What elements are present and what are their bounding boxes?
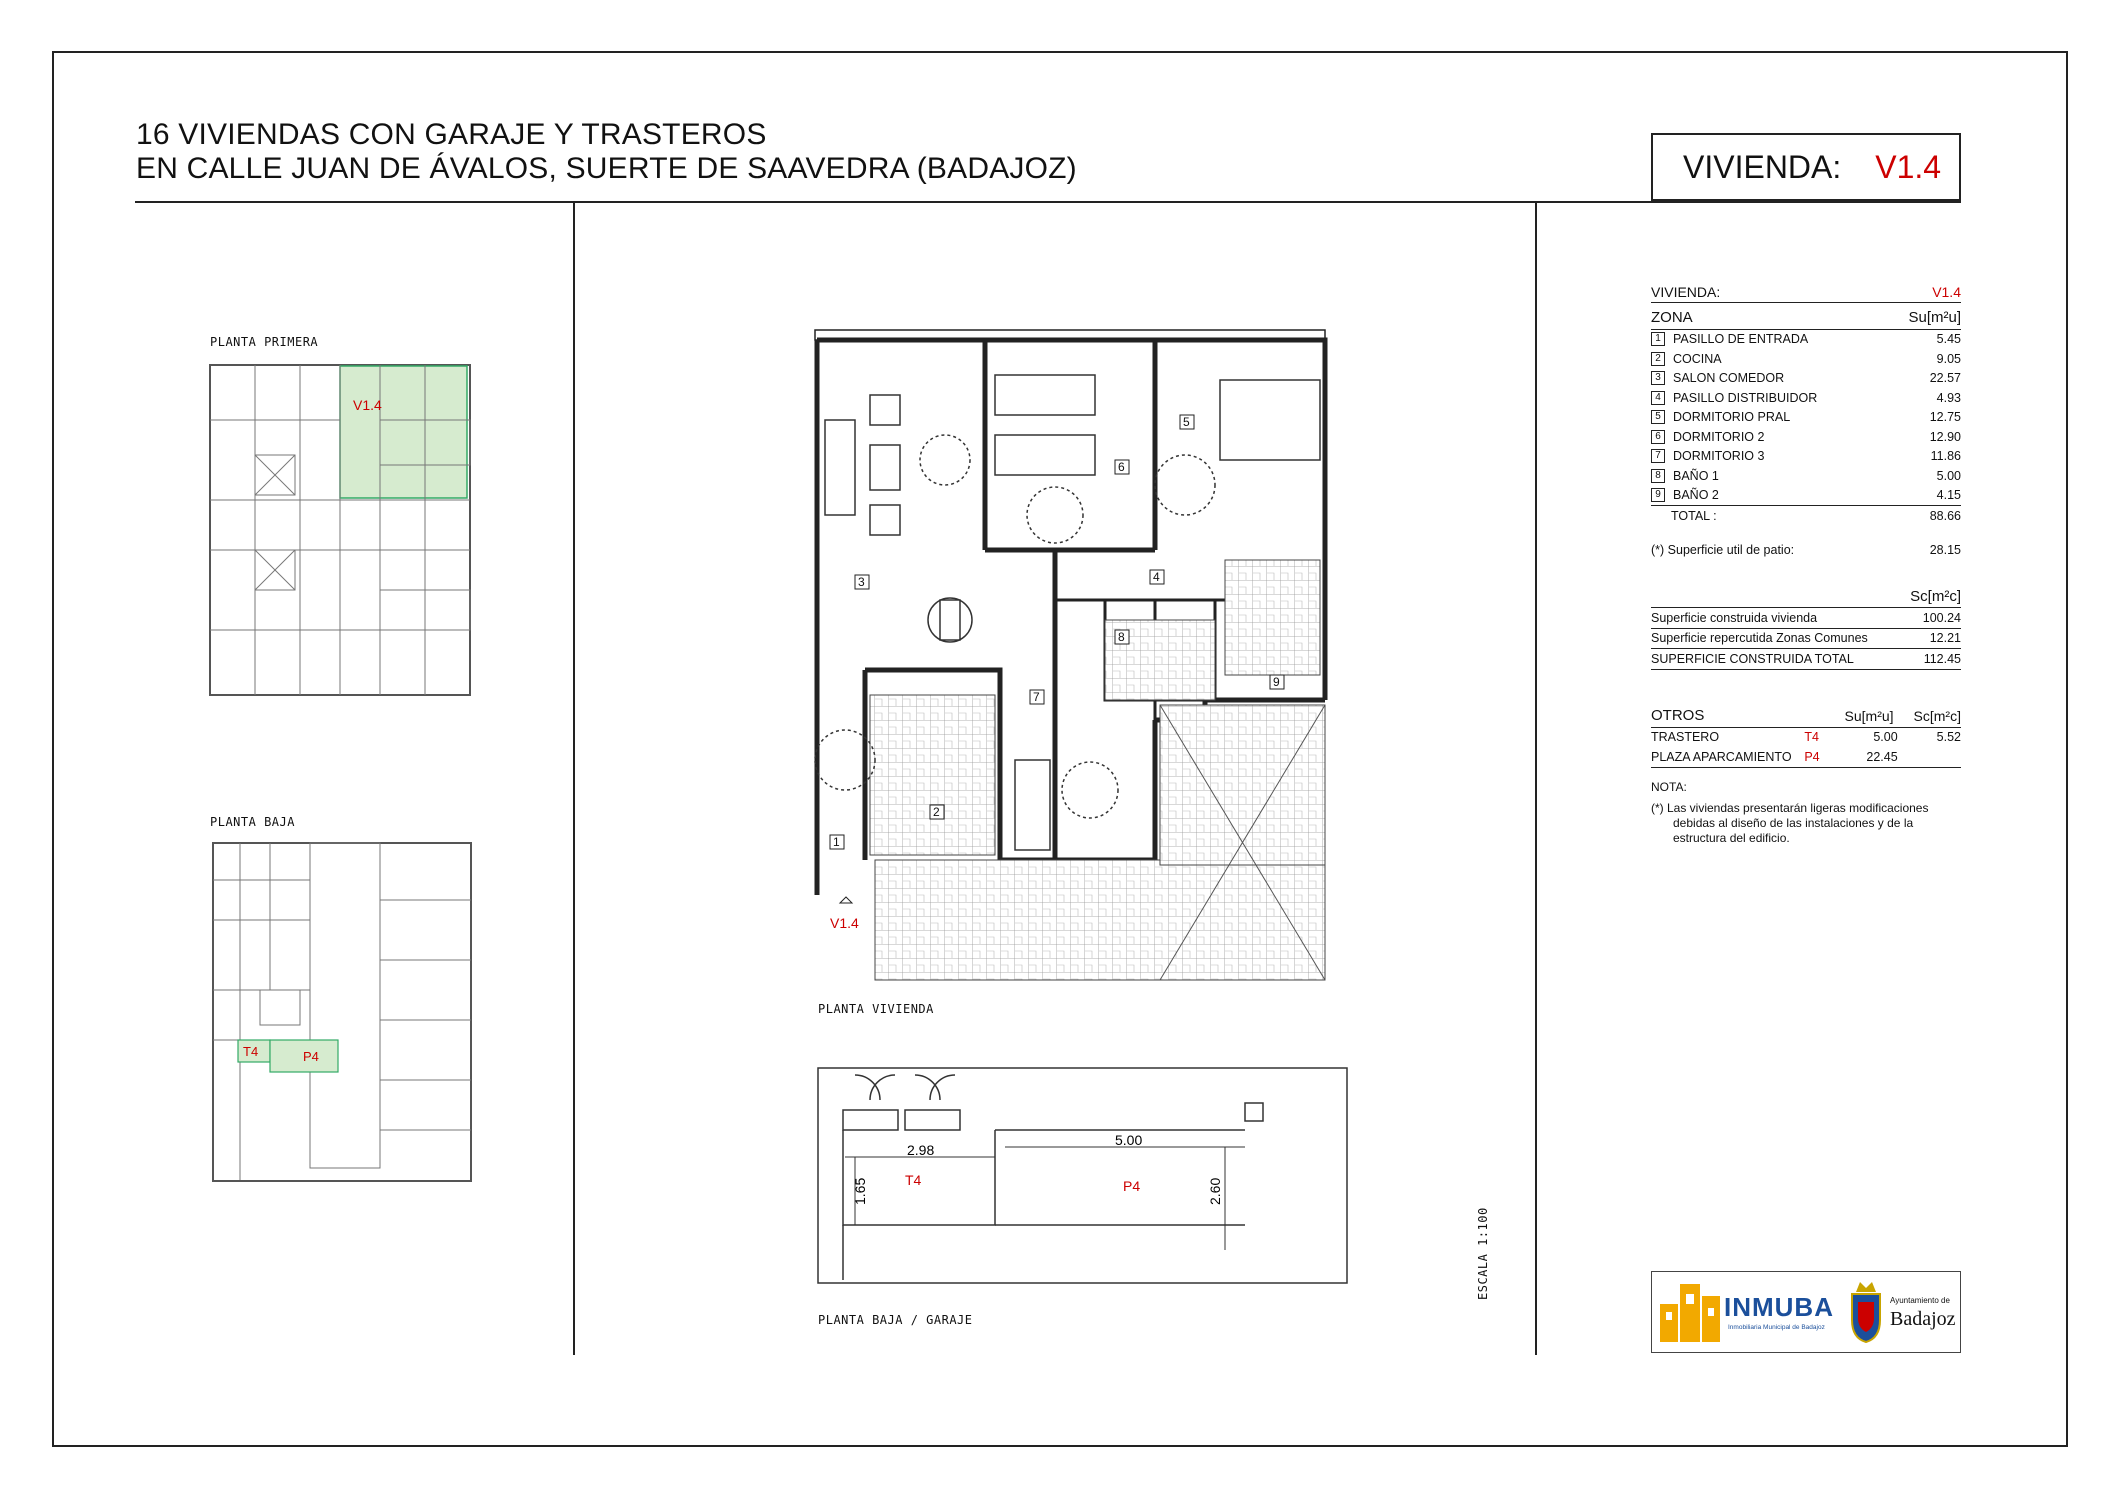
su-label: Su[m²u] [1908, 309, 1961, 326]
table-vivienda-row [1651, 282, 1961, 303]
table-row [1651, 388, 1961, 408]
room-area: 4.93 [1936, 390, 1961, 405]
table-row [1651, 330, 1961, 350]
otros-sc: 5.52 [1936, 730, 1961, 745]
room-name: DORMITORIO PRAL [1673, 410, 1791, 425]
room-number-3: 3 [858, 575, 865, 589]
table-row [1651, 608, 1961, 629]
room-number-4: 4 [1153, 570, 1160, 584]
table-row [1651, 728, 1961, 748]
nota-block [1651, 780, 1961, 846]
ayto-small: Ayuntamiento de [1890, 1296, 1950, 1305]
otros-code: T4 [1804, 730, 1819, 745]
room-number-6: 6 [1118, 460, 1125, 474]
nota-label: NOTA: [1651, 779, 1687, 794]
vivienda-code-box [1651, 133, 1961, 201]
project-title-line1: 16 VIVIENDAS CON GARAJE Y TRASTEROS [136, 118, 767, 151]
construida-value: 100.24 [1922, 610, 1961, 625]
otros-label: OTROS [1651, 707, 1705, 724]
nota-text2: debidas al diseño de las instalaciones y de la [1673, 815, 1914, 830]
construida-value: 112.45 [1923, 651, 1961, 666]
total-label: TOTAL : [1671, 508, 1717, 523]
sc-header [1651, 585, 1961, 608]
table-row [1651, 427, 1961, 447]
room-number-1: 1 [833, 835, 840, 849]
table-vivienda-code: V1.4 [1932, 283, 1961, 300]
room-number-8: 8 [1118, 630, 1125, 644]
room-number-7: 7 [1033, 690, 1040, 704]
nota-text1: (*) Las viviendas presentarán ligeras modificaciones [1651, 800, 1929, 815]
room-number: 1 [1651, 332, 1665, 346]
room-number-9: 9 [1273, 675, 1280, 689]
room-name: SALON COMEDOR [1673, 371, 1785, 386]
room-name: PASILLO DISTRIBUIDOR [1673, 390, 1818, 405]
header-rule [135, 201, 1961, 203]
otros-header [1651, 705, 1961, 728]
otros-su: 5.00 [1873, 730, 1898, 745]
room-area: 12.75 [1929, 410, 1961, 425]
badajoz-shield-icon [1848, 1280, 1884, 1344]
room-area: 22.57 [1929, 371, 1961, 386]
dim-2-98: 2.98 [907, 1142, 935, 1158]
v14-highlight [340, 366, 467, 498]
total-row [1651, 506, 1961, 526]
room-name: COCINA [1673, 351, 1722, 366]
room-area: 12.90 [1929, 429, 1961, 444]
room-number: 8 [1651, 469, 1665, 483]
room-area: 4.15 [1936, 488, 1961, 503]
label-planta-primera: PLANTA PRIMERA [210, 335, 319, 349]
room-name: BAÑO 1 [1673, 468, 1719, 483]
entry-tag-v14: V1.4 [830, 915, 859, 931]
otros-name: PLAZA APARCAMIENTO [1651, 749, 1792, 764]
dim-5-00: 5.00 [1115, 1132, 1143, 1148]
label-escala: ESCALA 1:100 [1476, 1207, 1490, 1300]
inmuba-name: INMUBA [1724, 1292, 1834, 1322]
inmuba-logo-icon [1660, 1284, 1720, 1342]
table-row [1651, 408, 1961, 428]
floor-plan-vivienda [805, 300, 1335, 990]
ayto-big: Badajoz [1890, 1308, 1956, 1330]
construida-value: 12.21 [1929, 631, 1961, 646]
keyplan-planta-baja [210, 840, 475, 1185]
room-number: 2 [1651, 352, 1665, 366]
otros-su: 22.45 [1866, 749, 1898, 764]
room-name: BAÑO 2 [1673, 488, 1719, 503]
inmuba-subtitle: Inmobiliaria Municipal de Badajoz [1728, 1324, 1825, 1331]
patio-row [1651, 541, 1961, 561]
construida-name: SUPERFICIE CONSTRUIDA TOTAL [1651, 651, 1854, 666]
dim-1-65: 1.65 [852, 1177, 868, 1205]
room-area: 9.05 [1936, 351, 1961, 366]
room-area: 5.00 [1936, 468, 1961, 483]
room-number: 7 [1651, 449, 1665, 463]
label-planta-garaje: PLANTA BAJA / GARAJE [818, 1313, 973, 1327]
room-area: 5.45 [1936, 332, 1961, 347]
zona-header [1651, 307, 1961, 330]
otros-name: TRASTERO [1651, 730, 1720, 745]
otros-sc-label: Sc[m²c] [1913, 707, 1961, 724]
room-list [1651, 330, 1961, 507]
table-row [1651, 466, 1961, 486]
vivienda-label: VIVIENDA: [1683, 148, 1842, 185]
construida-name: Superficie construida vivienda [1651, 610, 1818, 625]
label-planta-baja: PLANTA BAJA [210, 815, 295, 829]
otros-code: P4 [1804, 749, 1820, 764]
room-number: 9 [1651, 488, 1665, 502]
table-row [1651, 629, 1961, 650]
otros-su-label: Su[m²u] [1844, 707, 1894, 724]
garage-plan [815, 1065, 1350, 1285]
v14-keyplan-tag: V1.4 [353, 397, 382, 413]
table-row [1651, 349, 1961, 369]
logos-box [1651, 1271, 1961, 1353]
total-value: 88.66 [1929, 508, 1961, 523]
garage-t4-tag: T4 [905, 1172, 922, 1188]
label-planta-vivienda: PLANTA VIVIENDA [818, 1002, 934, 1016]
table-row [1651, 447, 1961, 467]
vivienda-code: V1.4 [1875, 148, 1942, 185]
project-title-line2: EN CALLE JUAN DE ÁVALOS, SUERTE DE SAAVEDRA (BADAJOZ) [136, 152, 1077, 185]
table-row [1651, 486, 1961, 507]
room-number: 4 [1651, 391, 1665, 405]
sc-label: Sc[m²c] [1910, 587, 1961, 605]
p4-keyplan-tag: P4 [303, 1049, 319, 1064]
room-number-5: 5 [1183, 415, 1190, 429]
table-row [1651, 747, 1961, 768]
table-row [1651, 649, 1961, 670]
table-row [1651, 369, 1961, 389]
dim-2-60: 2.60 [1207, 1177, 1223, 1205]
room-name: PASILLO DE ENTRADA [1673, 332, 1809, 347]
keyplan-planta-primera [205, 360, 475, 700]
divider-left [573, 203, 575, 1355]
nota-text3: estructura del edificio. [1673, 830, 1790, 845]
zona-label: ZONA [1651, 309, 1693, 326]
room-number: 5 [1651, 410, 1665, 424]
patio-value: 28.15 [1929, 543, 1961, 558]
surface-table [1651, 282, 1961, 846]
t4-keyplan-tag: T4 [243, 1044, 259, 1059]
patio-label: (*) Superficie util de patio: [1651, 543, 1795, 558]
room-number: 6 [1651, 430, 1665, 444]
project-title [136, 118, 1077, 186]
construida-name: Superficie repercutida Zonas Comunes [1651, 631, 1868, 646]
room-number: 3 [1651, 371, 1665, 385]
table-vivienda-label: VIVIENDA: [1651, 283, 1721, 300]
divider-right [1535, 203, 1537, 1355]
room-name: DORMITORIO 2 [1673, 429, 1765, 444]
room-number-2: 2 [933, 805, 940, 819]
garage-p4-tag: P4 [1123, 1178, 1141, 1194]
room-area: 11.86 [1930, 449, 1961, 464]
room-name: DORMITORIO 3 [1673, 449, 1765, 464]
